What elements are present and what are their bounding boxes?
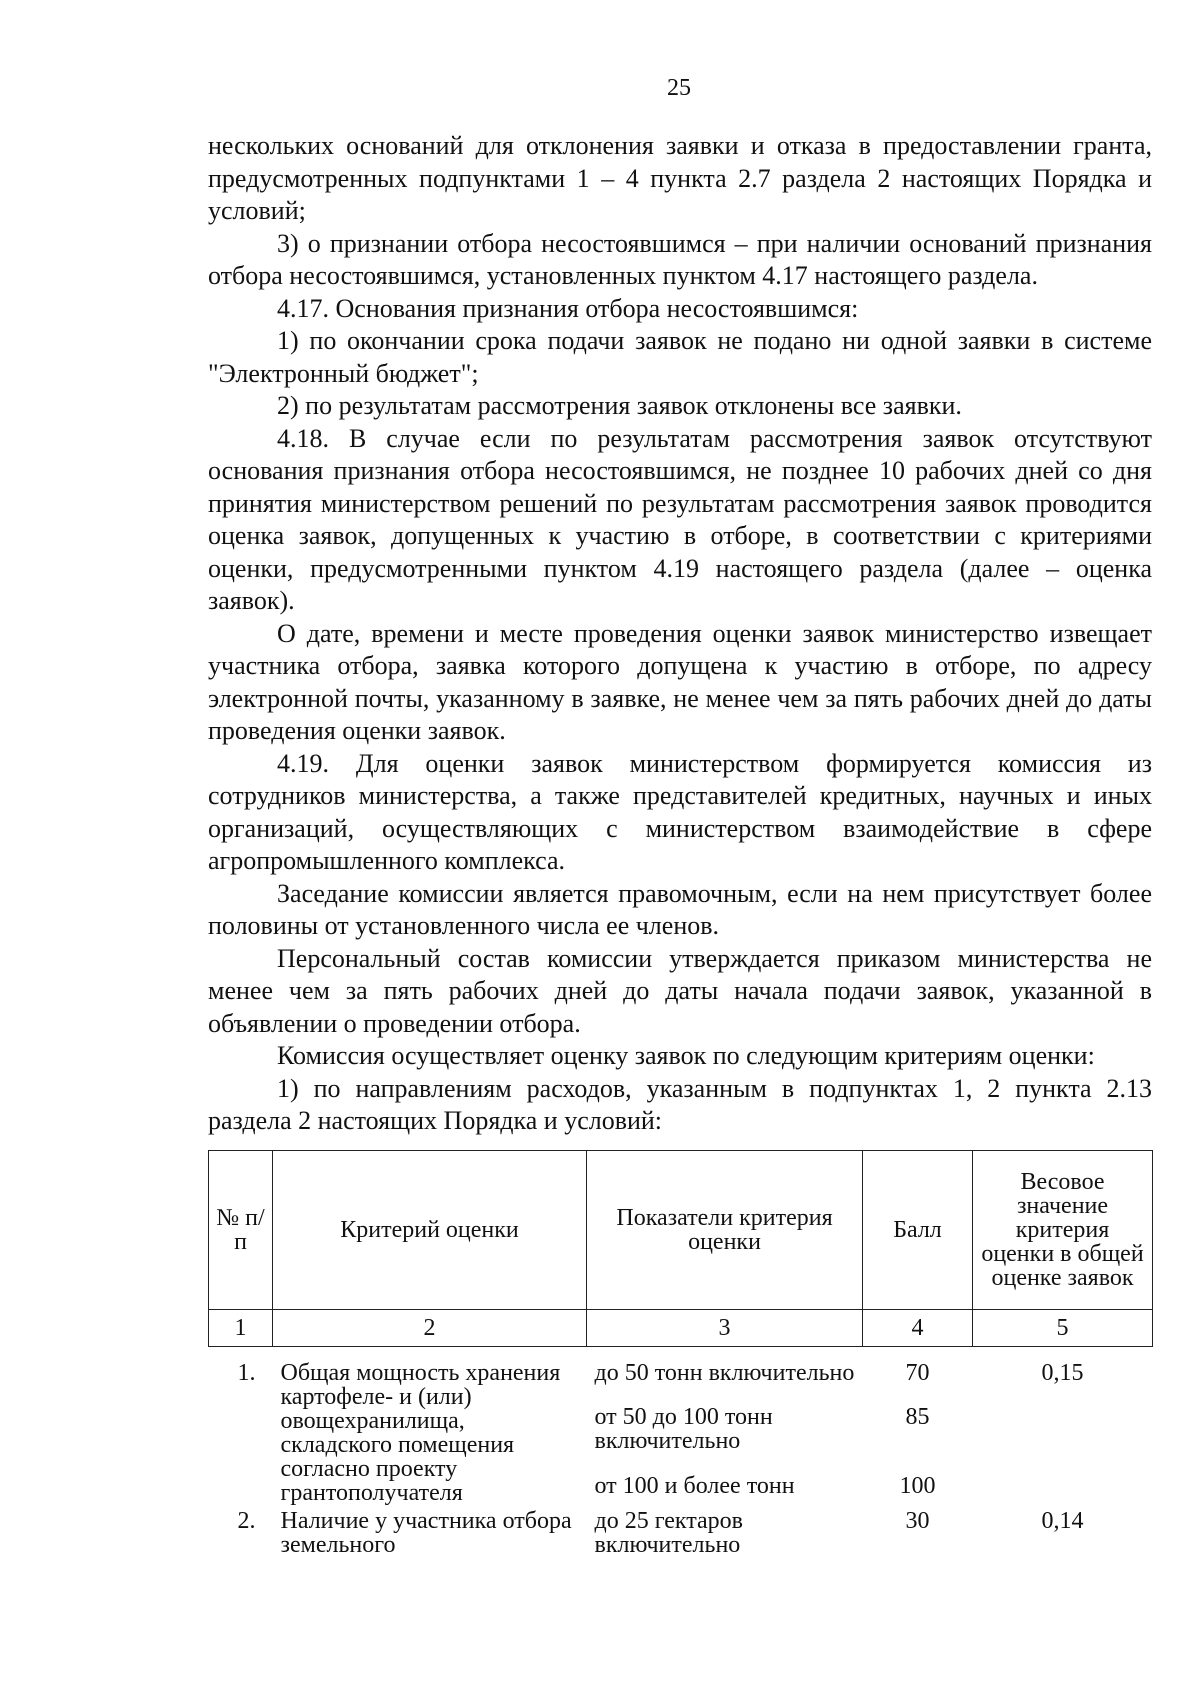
paragraph: 1) по окончании срока подачи заявок не подано ни одной заявки в системе "Электронный бюджет"; <box>208 326 1152 388</box>
column-number: 2 <box>273 1310 587 1347</box>
score-cell: 30 <box>905 1508 930 1534</box>
header-criterion: Критерий оценки <box>273 1151 587 1310</box>
header-indicators: Показатели критерия оценки <box>587 1151 863 1310</box>
row-number: 1. <box>237 1360 256 1386</box>
paragraph: 4.17. Основания признания отбора несостоявшимся: <box>277 293 859 323</box>
score-cell: 100 <box>899 1473 936 1500</box>
paragraph: 4.18. В случае если по результатам рассмотрения заявок отсутствуют основания признания отбора несостоявшимся, не позднее 10 рабочих дней со дня принятия министерством решений по результатам рассмотрения заявок проводится оценка заявок, допущенных к участию в отборе, в соответствии с критериями оценки, предусмотренными пунктом 4.19 настоящего раздела (далее – оценка заявок). <box>208 423 1152 615</box>
criteria-table <box>208 1150 1153 1557</box>
paragraph: 1) по направлениям расходов, указанным в подпунктах 1, 2 пункта 2.13 раздела 2 настоящих Порядка и условий: <box>208 1073 1152 1135</box>
column-number: 1 <box>209 1310 273 1347</box>
score-cell: 70 <box>905 1360 930 1386</box>
paragraph: Персональный состав комиссии утверждается приказом министерства не менее чем за пять рабочих дней до даты начала подачи заявок, указанной в объявлении о проведении отбора. <box>208 943 1152 1038</box>
paragraph: 3) о признании отбора несостоявшимся – при наличии оснований признания отбора несостоявшимся, установленных пунктом 4.17 настоящего раздела. <box>208 228 1152 290</box>
indicator-cell: до 25 гектаров включительно <box>594 1508 743 1558</box>
table-row <box>209 1347 1153 1393</box>
page-number: 25 <box>667 75 691 101</box>
header-weight: Весовое значение критерия оценки в общей оценке заявок <box>973 1151 1153 1310</box>
weight-cell: 0,15 <box>1041 1360 1084 1386</box>
column-number: 3 <box>587 1310 863 1347</box>
indicator-cell: до 50 тонн включительно <box>594 1360 855 1386</box>
row-number: 2. <box>237 1508 256 1534</box>
paragraph: О дате, времени и месте проведения оценки заявок министерство извещает участника отбора, заявка которого допущена к участию в отборе, по адресу электронной почты, указанному в заявке, не менее чем за пять рабочих дней до даты проведения оценки заявок. <box>208 618 1152 745</box>
criterion-cell: Наличие у участника отбора земельного <box>280 1508 572 1558</box>
indicator-cell: от 50 до 100 тонн включительно <box>594 1403 773 1454</box>
header-score: Балл <box>863 1151 973 1310</box>
indicator-cell: от 100 и более тонн <box>594 1473 795 1500</box>
table-row <box>209 1505 1153 1557</box>
column-number: 4 <box>863 1310 973 1347</box>
paragraph: Заседание комиссии является правомочным, если на нем присутствует более половины от установленного числа ее членов. <box>208 878 1152 940</box>
criterion-cell: Общая мощность хранения картофеле- и (или) овощехранилища, складского помещения согласно проекту грантополучателя <box>280 1360 561 1506</box>
header-no: № п/п <box>209 1151 273 1310</box>
weight-cell: 0,14 <box>1041 1508 1084 1534</box>
paragraph: 4.19. Для оценки заявок министерством формируется комиссия из сотрудников министерства, а также представителей кредитных, научных и иных организаций, осуществляющих с министерством взаимодействие в сфере агропромышленного комплекса. <box>208 748 1152 875</box>
paragraph: нескольких оснований для отклонения заявки и отказа в предоставлении гранта, предусмотренных подпунктами 1 – 4 пункта 2.7 раздела 2 настоящих Порядка и условий; <box>208 131 1152 225</box>
paragraph: Комиссия осуществляет оценку заявок по следующим критериям оценки: <box>277 1041 1095 1070</box>
paragraph: 2) по результатам рассмотрения заявок отклонены все заявки. <box>277 391 962 420</box>
body-text <box>208 130 1152 1138</box>
column-number: 5 <box>973 1310 1153 1347</box>
score-cell: 85 <box>905 1403 930 1430</box>
